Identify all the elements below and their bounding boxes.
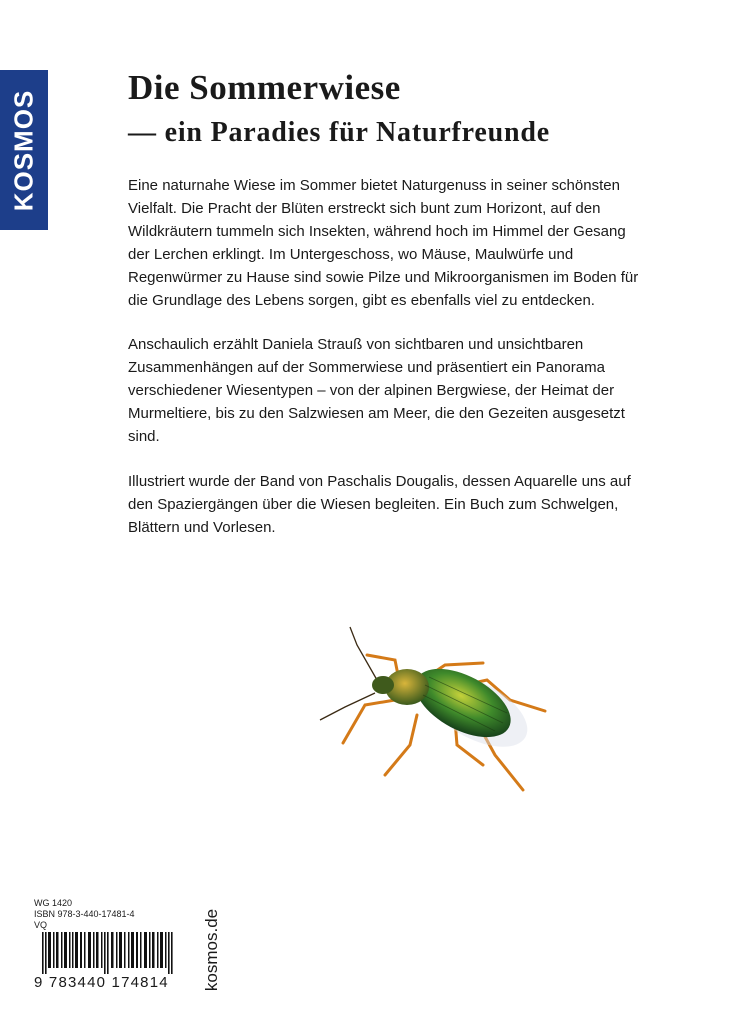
book-subtitle: — ein Paradies für Naturfreunde — [128, 117, 550, 148]
barcode — [34, 932, 194, 974]
blurb — [128, 175, 648, 562]
brand-name: KOSMOS — [8, 89, 39, 211]
blurb-paragraph: Illustriert wurde der Band von Paschalis Dougalis, dessen Aquarelle uns auf den Spaziergängen über die Wiesen begleiten. Ein Buch zum Schwelgen, Blättern und Vorlesen. — [128, 472, 631, 536]
kosmos-logo — [0, 70, 48, 230]
website — [200, 908, 224, 992]
vq-code: VQ — [34, 920, 48, 930]
beetle-illustration — [305, 615, 565, 805]
blurb-paragraph: Eine naturnahe Wiese im Sommer bietet Naturgenuss in seiner schönsten Vielfalt. Die Pracht der Blüten erstreckt sich bunt zum Horizont, auf den Wildkräutern tummeln sich Insekten, während hoch im Himmel der Gesang der Lerchen erklingt. Im Untergeschoss, wo Mäuse, Maulwürfe und Regenwürmer zu Hause sind sowie Pilze und Mikroorganismen im Boden für die Grundlage des Lebens sorgen, gibt es ebenfalls viel zu entdecken. — [128, 177, 639, 309]
book-meta — [34, 898, 135, 931]
blurb-paragraph: Anschaulich erzählt Daniela Strauß von sichtbaren und unsichtbaren Zusammenhängen auf der Sommerwiese und präsentiert ein Panorama verschiedener Wiesentypen – von der alpinen Bergwiese, der Heimat der Murmeltiere, bis zu den Salzwiesen am Meer, die den Gezeiten ausgesetzt sind. — [128, 336, 625, 446]
beetle-antennae — [320, 627, 377, 720]
book-title: Die Sommerwiese — [128, 68, 401, 107]
wg-code: WG 1420 — [34, 898, 73, 908]
website-text: kosmos.de — [202, 908, 221, 992]
barcode-digits: 9 783440 174814 — [34, 974, 169, 991]
isbn: ISBN 978-3-440-17481-4 — [34, 909, 135, 919]
